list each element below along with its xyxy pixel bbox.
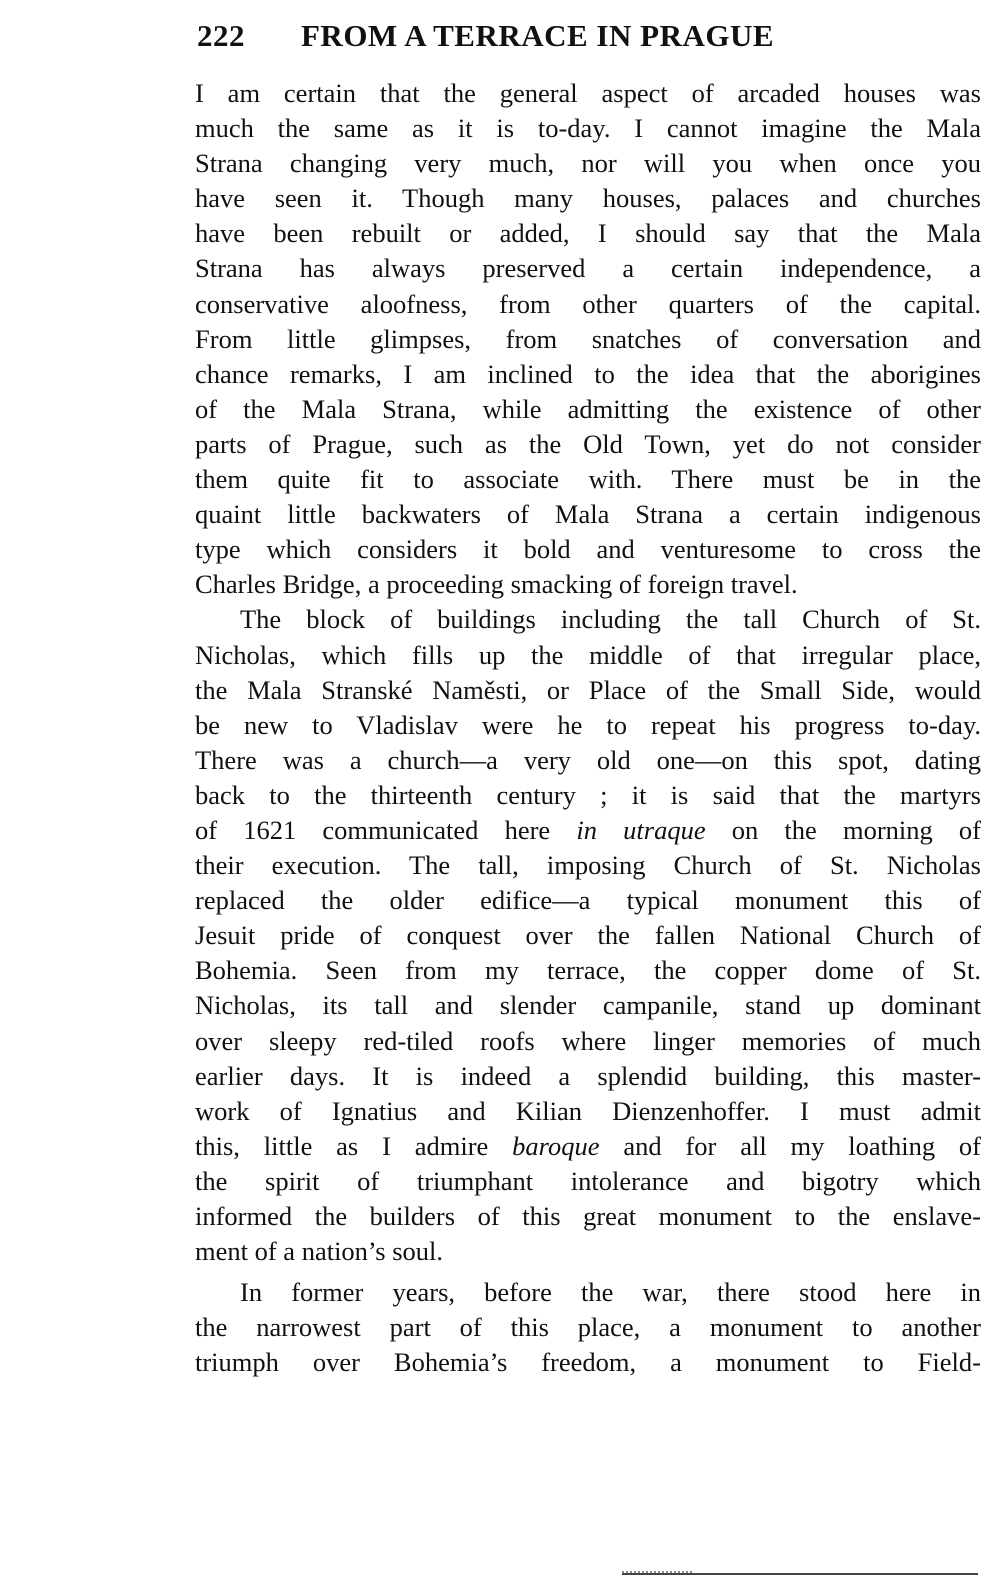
text-line: work of Ignatius and Kilian Dienzenhoffer. I must admit [195,1095,981,1126]
text-line-with-italic [195,813,981,848]
text-segment: this, little as I admire [195,1130,513,1161]
body-text [195,76,981,1380]
text-line: have been rebuilt or added, I should say that the Mala [195,218,981,249]
text-line: Nicholas, its tall and slender campanile, stand up dominant [195,990,981,1021]
text-line: Nicholas, which fills up the middle of that irregular place, [195,639,981,670]
text-line: chance remarks, I am inclined to the idea that the aborigines [195,358,981,389]
paragraph-3 [195,1275,981,1380]
text-line: I am certain that the general aspect of arcaded houses was [195,78,981,108]
text-line: their execution. The tall, imposing Church of St. Nicholas [195,850,981,881]
paragraph-2 [195,602,981,1269]
text-line: The block of buildings including the tall Church of St. [240,604,981,635]
text-line: be new to Vladislav were he to repeat his progress to-day. [195,709,981,740]
text-line: over sleepy red-tiled roofs where linger memories of much [195,1025,981,1056]
text-line: have seen it. Though many houses, palaces and churches [195,183,981,214]
italic-phrase: in utraque [576,814,706,845]
text-line: Bohemia. Seen from my terrace, the copper dome of St. [195,955,981,986]
text-line: of the Mala Strana, while admitting the existence of other [195,393,981,424]
text-segment: of 1621 communicated here [195,814,577,845]
text-line: From little glimpses, from snatches of conversation and [195,323,981,354]
italic-phrase: baroque [512,1130,600,1161]
text-line: triumph over Bohemia’s freedom, a monument to Field- [195,1347,981,1378]
text-line: In former years, before the war, there stood here in [240,1277,981,1308]
text-segment: on the morning of [705,814,981,845]
text-line: ment of a nation’s soul. [195,1236,444,1267]
text-line: Jesuit pride of conquest over the fallen National Church of [195,920,981,951]
text-line: earlier days. It is indeed a splendid building, this master- [195,1060,981,1091]
running-head [197,18,977,62]
text-line: type which considers it bold and venturesome to cross the [195,534,981,565]
text-line: the Mala Stranské Naměsti, or Place of the Small Side, would [195,674,981,705]
paragraph-1 [195,76,981,602]
text-line: them quite fit to associate with. There must be in the [195,464,981,495]
text-line: There was a church—a very old one—on this spot, dating [195,744,981,775]
text-line: quaint little backwaters of Mala Strana a certain indigenous [195,499,981,530]
text-line: parts of Prague, such as the Old Town, yet do not consider [195,428,981,459]
text-line: back to the thirteenth century ; it is said that the martyrs [195,779,981,810]
text-line: the narrowest part of this place, a monument to another [195,1312,981,1343]
text-line: Strana changing very much, nor will you when once you [195,148,981,179]
text-line: Charles Bridge, a proceeding smacking of foreign travel. [195,569,798,600]
text-line: replaced the older edifice—a typical monument this of [195,885,981,916]
text-line: conservative aloofness, from other quarters of the capital. [195,288,981,319]
text-line: informed the builders of this great monument to the enslave- [195,1201,981,1231]
text-segment: and for all my loathing of [599,1130,981,1161]
page-number: 222 [197,18,245,53]
text-line: the spirit of triumphant intolerance and bigotry which [195,1165,981,1196]
running-title: FROM A TERRACE IN PRAGUE [301,18,775,53]
text-line: Strana has always preserved a certain independence, a [195,253,981,284]
text-line-with-italic [195,1129,981,1164]
text-line: much the same as it is to-day. I cannot imagine the Mala [195,113,981,144]
footer-rule [622,1573,978,1575]
